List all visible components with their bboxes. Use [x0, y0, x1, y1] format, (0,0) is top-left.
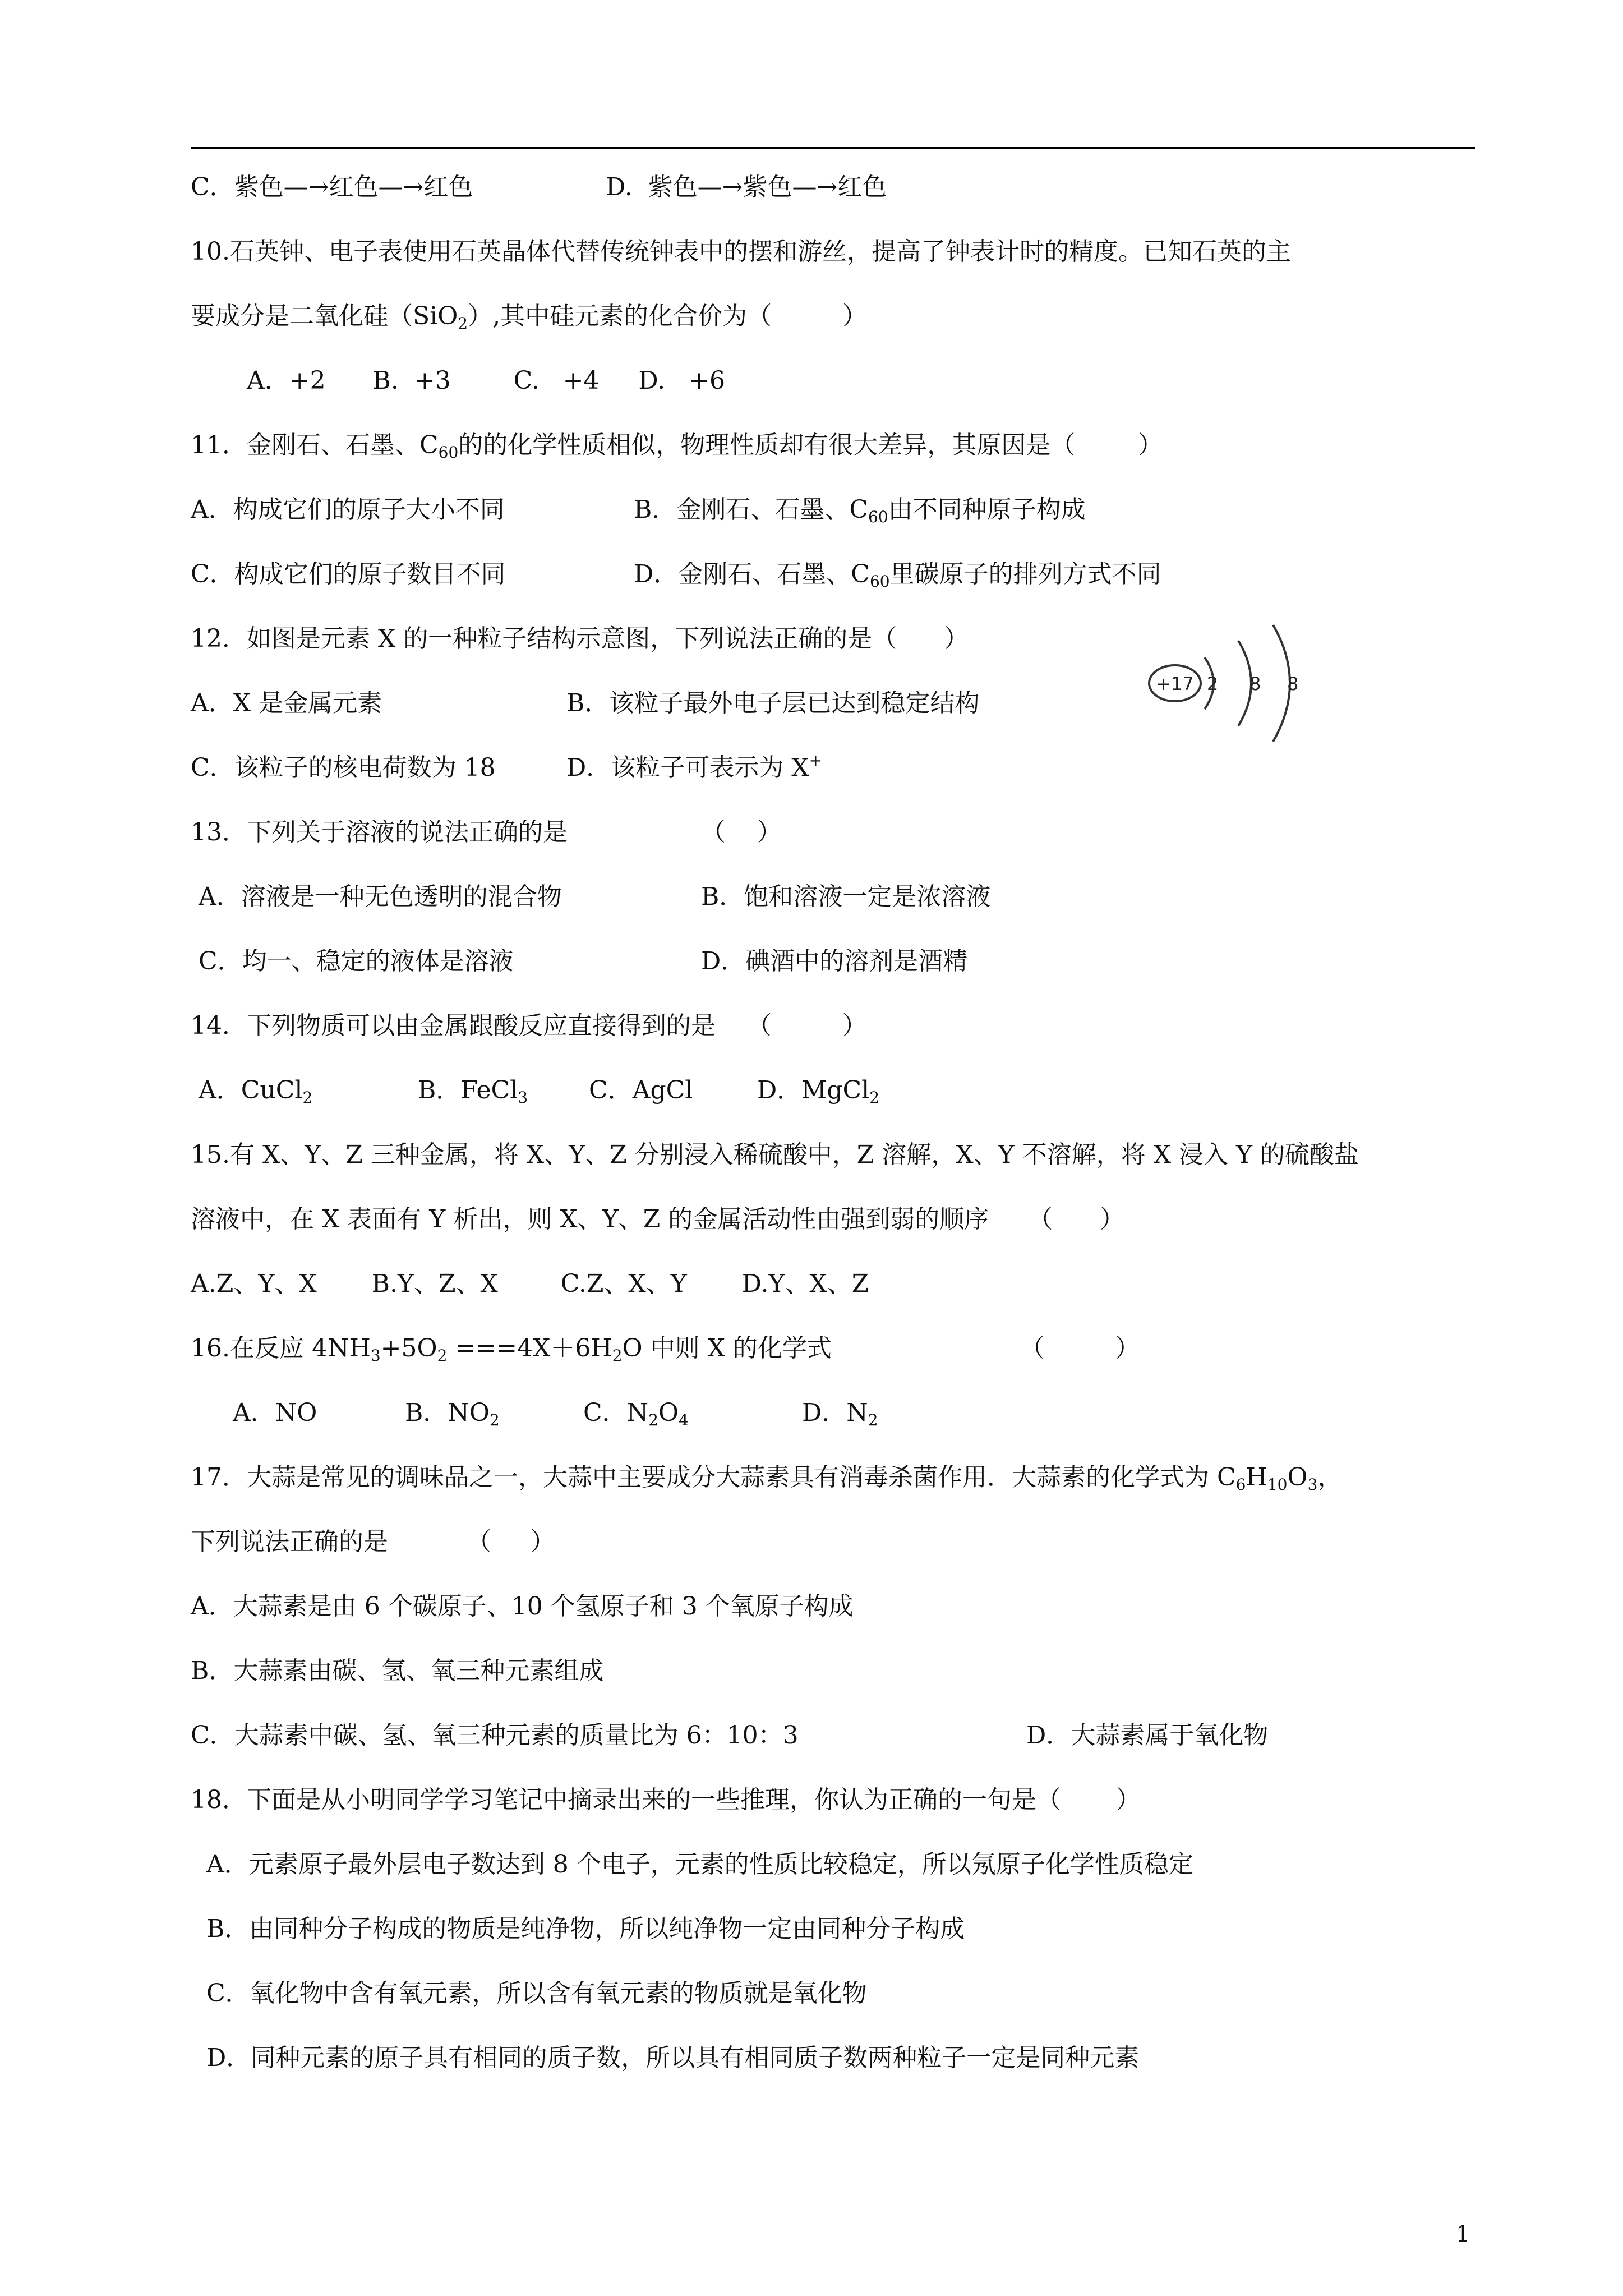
option-b: B．由同种分子构成的物质是纯净物，所以纯净物一定由同种分子构成 [191, 1915, 965, 1943]
option-c: C．构成它们的原子数目不同 [191, 560, 506, 588]
option-b: B．$NO_2$ [405, 1398, 500, 1429]
question-18-text: 18．下面是从小明同学学习笔记中摘录出来的一些推理，你认为正确的一句是（ ） [191, 1786, 1141, 1814]
question-10-stem-cont [0, 301, 867, 333]
option-c: C．AgCl [589, 1076, 693, 1105]
option-b: B．饱和溶液一定是浓溶液 [701, 882, 991, 911]
option-c: C．紫色—→红色—→红色 [191, 173, 473, 201]
question-13-options-ab [0, 881, 991, 913]
question-14-text: 14．下列物质可以由金属跟酸反应直接得到的是 （ ） [191, 1011, 867, 1040]
shell-3-electrons: 8 [1287, 673, 1299, 694]
option-d: D．该粒子可表示为 X+ [566, 751, 823, 782]
option-a: A．元素原子最外层电子数达到 8 个电子，元素的性质比较稳定，所以氖原子化学性质稳定 [191, 1850, 1193, 1879]
header-rule [191, 147, 1475, 149]
option-b: B．大蒜素由碳、氢、氧三种元素组成 [191, 1657, 604, 1685]
option-d: D．金刚石、石墨、$C_{60}$里碳原子的排列方式不同 [634, 560, 1161, 591]
option-b: B．金刚石、石墨、$C_{60}$由不同种原子构成 [634, 495, 1086, 526]
question-16-options [0, 1397, 878, 1429]
question-18-stem [0, 1784, 1141, 1816]
option-d: D．大蒜素属于氧化物 [1026, 1721, 1269, 1750]
option-c: C．均一、稳定的液体是溶液 [191, 947, 514, 976]
option-d: D．MgCl$_2$ [757, 1076, 880, 1107]
question-10-stem [0, 236, 1291, 268]
option-d: D. 紫色—→紫色—→红色 [606, 173, 887, 201]
question-10-options [0, 365, 725, 397]
question-11-options-ab [0, 494, 1086, 526]
question-18-option-a [0, 1849, 1193, 1880]
option-a: A．溶液是一种无色透明的混合物 [191, 882, 562, 911]
option-a: A．X 是金属元素 [191, 689, 382, 717]
question-18-option-b [0, 1913, 965, 1945]
question-15-stem [0, 1139, 1359, 1171]
option-a: A．大蒜素是由 6 个碳原子、10 个氢原子和 3 个氧原子构成 [191, 1592, 854, 1621]
option-d: D．碘酒中的溶剂是酒精 [701, 947, 968, 976]
option-a: A．NO [233, 1398, 317, 1427]
option-b: B．FeCl$_3$ [418, 1076, 528, 1107]
question-12-options-cd [0, 751, 823, 784]
option-c: C．$N_2O_4$ [583, 1398, 689, 1429]
option-c: C．该粒子的核电荷数为 18 [191, 753, 496, 782]
question-14-stem [0, 1010, 867, 1042]
question-11-options-cd [0, 559, 1161, 591]
page-number: 1 [1456, 2221, 1470, 2247]
nucleus-charge: +17 [1156, 673, 1194, 694]
option-d: D．$N_2$ [802, 1398, 878, 1429]
question-12-options-ab [0, 688, 980, 719]
question-15-stem-cont [0, 1204, 1125, 1235]
question-11-stem [0, 430, 1163, 462]
option-c: C．大蒜素中碳、氢、氧三种元素的质量比为 6：10：3 [191, 1721, 799, 1750]
option-c: C．氧化物中含有氧元素，所以含有氧元素的物质就是氧化物 [191, 1979, 867, 2008]
question-16-stem [0, 1333, 1140, 1365]
shell-2-electrons: 8 [1249, 673, 1261, 694]
question-15-options [0, 1268, 869, 1300]
question-17-options-cd [0, 1720, 1269, 1751]
question-12-text: 12．如图是元素 X 的一种粒子结构示意图，下列说法正确的是（ ） [191, 624, 969, 653]
question-12-stem [0, 623, 969, 655]
question-17-stem-cont [0, 1526, 555, 1558]
shell-1-electrons: 2 [1207, 673, 1219, 694]
question-13-text: 13．下列关于溶液的说法正确的是 （ ） [191, 818, 782, 846]
question-18-option-c [0, 1978, 867, 2009]
question-17-stem [0, 1462, 1343, 1494]
question-15-text-2: 溶液中，在 X 表面有 Y 析出，则 X、Y、Z 的金属活动性由强到弱的顺序 （ ） [191, 1205, 1125, 1234]
question-11-text: 11．金刚石、石墨、$C_{60}$的的化学性质相似，物理性质却有很大差异，其原因是（ ） [191, 431, 1163, 462]
question-17-text: 17．大蒜是常见的调味品之一，大蒜中主要成分大蒜素具有消毒杀菌作用．大蒜素的化学式为 $C_6H_{10}O_3$， [191, 1463, 1343, 1494]
question-16-text: 16.在反应 $4NH_3+5O_2 ===4X+6H_2O$ 中则 X 的化学式 （ ） [191, 1334, 1140, 1365]
question-15-text: 15.有 X、Y、Z 三种金属，将 X、Y、Z 分别浸入稀硫酸中，Z 溶解，X、Y 不溶解，将 X 浸入 Y 的硫酸盐 [191, 1140, 1359, 1169]
option-a: A．构成它们的原子大小不同 [191, 495, 505, 524]
option-d: D．同种元素的原子具有相同的质子数，所以具有相同质子数两种粒子一定是同种元素 [191, 2044, 1140, 2072]
question-15-options-text: A.Z、Y、X B.Y、Z、X C.Z、X、Y D.Y、X、Z [191, 1269, 869, 1298]
question-14-options [0, 1075, 880, 1107]
option-b: B．该粒子最外电子层已达到稳定结构 [566, 689, 980, 717]
question-10-options-text: A．+2 B. +3 C. +4 D. +6 [247, 366, 725, 395]
question-13-stem [0, 817, 782, 848]
question-17-option-a [0, 1591, 854, 1622]
question-10-text: 10.石英钟、电子表使用石英晶体代替传统钟表中的摆和游丝，提高了钟表计时的精度。已知石英的主 [191, 237, 1291, 266]
atom-structure-diagram [1144, 617, 1335, 752]
question-17-option-b [0, 1655, 604, 1687]
q9-options-cd [0, 172, 887, 203]
question-10-text-2: 要成分是二氧化硅（SiO$_2$）,其中硅元素的化合价为（ ） [191, 302, 867, 333]
question-17-text-2: 下列说法正确的是 （ ） [191, 1527, 555, 1556]
option-a: A．CuCl$_2$ [191, 1076, 313, 1107]
question-18-option-d [0, 2042, 1140, 2074]
question-13-options-cd [0, 946, 968, 977]
